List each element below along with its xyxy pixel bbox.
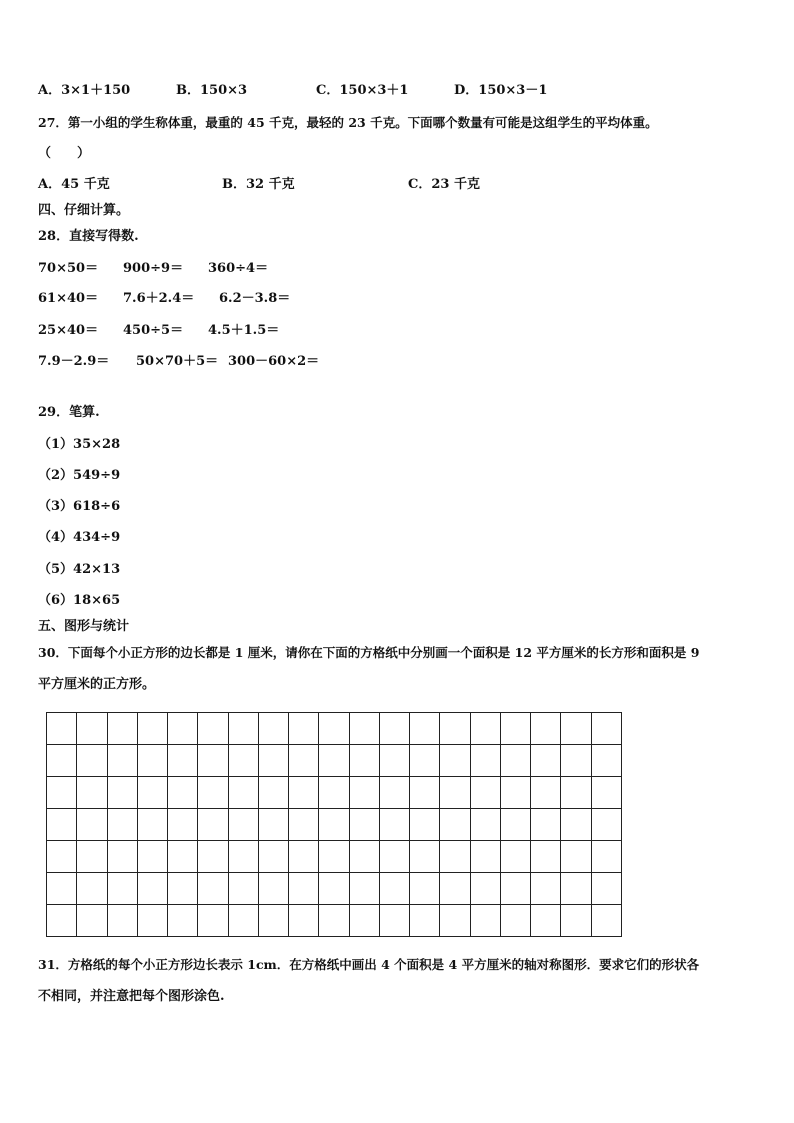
grid-cell[interactable] [198, 713, 228, 745]
grid-cell[interactable] [47, 777, 77, 809]
grid-cell[interactable] [198, 777, 228, 809]
grid-cell[interactable] [77, 777, 107, 809]
grid-cell[interactable] [47, 841, 77, 873]
q28-expr: 300－60×2＝ [228, 354, 320, 369]
grid-cell[interactable] [380, 873, 410, 905]
grid-cell[interactable] [592, 713, 622, 745]
grid-cell[interactable] [471, 905, 501, 937]
grid-cell[interactable] [168, 745, 198, 777]
grid-cell[interactable] [380, 841, 410, 873]
grid-cell[interactable] [501, 873, 531, 905]
grid-cell[interactable] [561, 745, 591, 777]
grid-cell[interactable] [471, 873, 501, 905]
grid-cell[interactable] [531, 873, 561, 905]
grid-cell[interactable] [350, 873, 380, 905]
grid-cell[interactable] [592, 841, 622, 873]
grid-paper[interactable] [46, 712, 622, 937]
grid-cell[interactable] [138, 905, 168, 937]
grid-cell[interactable] [198, 809, 228, 841]
grid-cell[interactable] [77, 873, 107, 905]
q27-question: 27．第一小组的学生称体重，最重的 45 千克，最轻的 23 千克。下面哪个数量有可能是这组学生的平均体重。 [38, 115, 658, 130]
grid-cell[interactable] [168, 905, 198, 937]
grid-cell[interactable] [350, 809, 380, 841]
grid-cell[interactable] [531, 905, 561, 937]
q27-option-c: C．23 千克 [408, 177, 480, 192]
grid-cell[interactable] [47, 809, 77, 841]
q28-expr: 50×70＋5＝ [136, 354, 219, 369]
q29-item: （2）549÷9 [38, 468, 121, 483]
grid-cell[interactable] [47, 713, 77, 745]
grid-cell[interactable] [410, 809, 440, 841]
grid-cell[interactable] [501, 809, 531, 841]
grid-cell[interactable] [168, 873, 198, 905]
q28-expr: 7.6＋2.4＝ [123, 291, 195, 306]
q31-question-line1: 31．方格纸的每个小正方形边长表示 1cm．在方格纸中画出 4 个面积是 4 平方厘米的轴对称图形．要求它们的形状各 [38, 957, 700, 972]
grid-cell[interactable] [289, 873, 319, 905]
grid-cell[interactable] [289, 905, 319, 937]
q28-expr: 7.9－2.9＝ [38, 354, 110, 369]
grid-cell[interactable] [108, 905, 138, 937]
grid-cell[interactable] [259, 841, 289, 873]
grid-cell[interactable] [47, 745, 77, 777]
grid-cell[interactable] [138, 777, 168, 809]
grid-cell[interactable] [531, 841, 561, 873]
grid-cell[interactable] [501, 745, 531, 777]
grid-cell[interactable] [471, 841, 501, 873]
grid-cell[interactable] [47, 873, 77, 905]
grid-cell[interactable] [501, 841, 531, 873]
grid-cell[interactable] [350, 905, 380, 937]
grid-cell[interactable] [289, 713, 319, 745]
grid-cell[interactable] [350, 713, 380, 745]
grid-cell[interactable] [471, 809, 501, 841]
grid-cell[interactable] [440, 745, 470, 777]
q28-expr: 25×40＝ [38, 323, 99, 338]
q28-expr: 360÷4＝ [208, 261, 269, 276]
grid-cell[interactable] [410, 777, 440, 809]
grid-cell[interactable] [440, 809, 470, 841]
grid-cell[interactable] [198, 841, 228, 873]
grid-cell[interactable] [592, 745, 622, 777]
grid-cell[interactable] [198, 873, 228, 905]
grid-cell[interactable] [440, 841, 470, 873]
grid-cell[interactable] [229, 873, 259, 905]
grid-cell[interactable] [350, 841, 380, 873]
grid-cell[interactable] [561, 713, 591, 745]
grid-cell[interactable] [561, 841, 591, 873]
grid-cell[interactable] [410, 841, 440, 873]
grid-cell[interactable] [259, 905, 289, 937]
grid-cell[interactable] [440, 777, 470, 809]
grid-cell[interactable] [77, 905, 107, 937]
grid-cell[interactable] [531, 777, 561, 809]
grid-cell[interactable] [471, 777, 501, 809]
grid-cell[interactable] [168, 809, 198, 841]
grid-cell[interactable] [561, 809, 591, 841]
grid-cell[interactable] [410, 713, 440, 745]
grid-cell[interactable] [168, 713, 198, 745]
q30-question-line1: 30．下面每个小正方形的边长都是 1 厘米，请你在下面的方格纸中分别画一个面积是 12 平方厘米的长方形和面积是 9 [38, 645, 700, 660]
grid-cell[interactable] [380, 713, 410, 745]
q28-expr: 4.5＋1.5＝ [208, 323, 280, 338]
grid-cell[interactable] [592, 873, 622, 905]
q26-option-c: C．150×3＋1 [316, 83, 409, 98]
grid-cell[interactable] [289, 809, 319, 841]
section-4-heading: 四、仔细计算。 [38, 203, 130, 218]
grid-cell[interactable] [259, 713, 289, 745]
grid-cell[interactable] [592, 905, 622, 937]
grid-cell[interactable] [440, 873, 470, 905]
q31-question-line2: 不相同，并注意把每个图形涂色. [38, 989, 225, 1004]
grid-cell[interactable] [350, 777, 380, 809]
grid-cell[interactable] [229, 713, 259, 745]
grid-cell[interactable] [138, 809, 168, 841]
grid-cell[interactable] [531, 745, 561, 777]
q28-expr: 70×50＝ [38, 261, 99, 276]
grid-cell[interactable] [259, 777, 289, 809]
grid-cell[interactable] [410, 745, 440, 777]
grid-cell[interactable] [501, 777, 531, 809]
grid-cell[interactable] [561, 905, 591, 937]
grid-cell[interactable] [592, 777, 622, 809]
grid-cell[interactable] [380, 777, 410, 809]
grid-cell[interactable] [108, 745, 138, 777]
grid-cell[interactable] [531, 809, 561, 841]
q30-question-line2: 平方厘米的正方形。 [38, 677, 156, 692]
grid-cell[interactable] [168, 777, 198, 809]
grid-cell[interactable] [259, 809, 289, 841]
q29-item: （1）35×28 [38, 437, 121, 452]
grid-cell[interactable] [592, 809, 622, 841]
grid-cell[interactable] [410, 873, 440, 905]
grid-cell[interactable] [380, 745, 410, 777]
grid-cell[interactable] [77, 809, 107, 841]
grid-cell[interactable] [501, 713, 531, 745]
grid-cell[interactable] [350, 745, 380, 777]
grid-cell[interactable] [108, 873, 138, 905]
grid-cell[interactable] [289, 777, 319, 809]
grid-cell[interactable] [168, 841, 198, 873]
grid-cell[interactable] [319, 713, 349, 745]
q28-expr: 61×40＝ [38, 291, 99, 306]
grid-cell[interactable] [531, 713, 561, 745]
grid-cell[interactable] [198, 905, 228, 937]
q29-item: （3）618÷6 [38, 499, 121, 514]
grid-cell[interactable] [138, 841, 168, 873]
grid-cell[interactable] [229, 905, 259, 937]
grid-cell[interactable] [47, 905, 77, 937]
grid-cell[interactable] [289, 841, 319, 873]
q28-title: 28．直接写得数. [38, 229, 139, 244]
q29-item: （5）42×13 [38, 562, 121, 577]
grid-cell[interactable] [229, 841, 259, 873]
grid-cell[interactable] [138, 873, 168, 905]
grid-cell[interactable] [77, 713, 107, 745]
q29-title: 29．笔算. [38, 405, 100, 420]
grid-cell[interactable] [319, 777, 349, 809]
grid-cell[interactable] [501, 905, 531, 937]
q29-item: （6）18×65 [38, 593, 121, 608]
grid-cell[interactable] [108, 777, 138, 809]
grid-cell[interactable] [561, 777, 591, 809]
grid-cell[interactable] [259, 873, 289, 905]
grid-cell[interactable] [440, 905, 470, 937]
grid-cell[interactable] [380, 905, 410, 937]
q26-option-d: D．150×3－1 [454, 83, 548, 98]
grid-cell[interactable] [319, 745, 349, 777]
grid-cell[interactable] [471, 745, 501, 777]
grid-cell[interactable] [138, 713, 168, 745]
q28-expr: 6.2－3.8＝ [219, 291, 291, 306]
q28-expr: 450÷5＝ [123, 323, 184, 338]
grid-cell[interactable] [471, 713, 501, 745]
grid-cell[interactable] [229, 777, 259, 809]
grid-cell[interactable] [108, 841, 138, 873]
grid-cell[interactable] [319, 841, 349, 873]
grid-cell[interactable] [259, 745, 289, 777]
grid-cell[interactable] [319, 905, 349, 937]
grid-cell[interactable] [289, 745, 319, 777]
grid-cell[interactable] [440, 713, 470, 745]
q27-answer-blank: （ ） [38, 146, 91, 161]
grid-cell[interactable] [319, 873, 349, 905]
grid-cell[interactable] [410, 905, 440, 937]
grid-cell[interactable] [229, 745, 259, 777]
grid-cell[interactable] [138, 745, 168, 777]
grid-cell[interactable] [198, 745, 228, 777]
grid-cell[interactable] [77, 745, 107, 777]
grid-cell[interactable] [229, 809, 259, 841]
grid-cell[interactable] [319, 809, 349, 841]
grid-cell[interactable] [561, 873, 591, 905]
grid-cell[interactable] [380, 809, 410, 841]
grid-cell[interactable] [108, 809, 138, 841]
grid-cell[interactable] [108, 713, 138, 745]
q29-item: （4）434÷9 [38, 530, 121, 545]
q28-expr: 900÷9＝ [123, 261, 184, 276]
q27-option-b: B．32 千克 [222, 177, 295, 192]
section-5-heading: 五、图形与统计 [38, 619, 130, 634]
q26-option-a: A．3×1＋150 [38, 83, 131, 98]
q27-option-a: A．45 千克 [38, 177, 110, 192]
grid-cell[interactable] [77, 841, 107, 873]
q26-option-b: B．150×3 [176, 83, 248, 98]
